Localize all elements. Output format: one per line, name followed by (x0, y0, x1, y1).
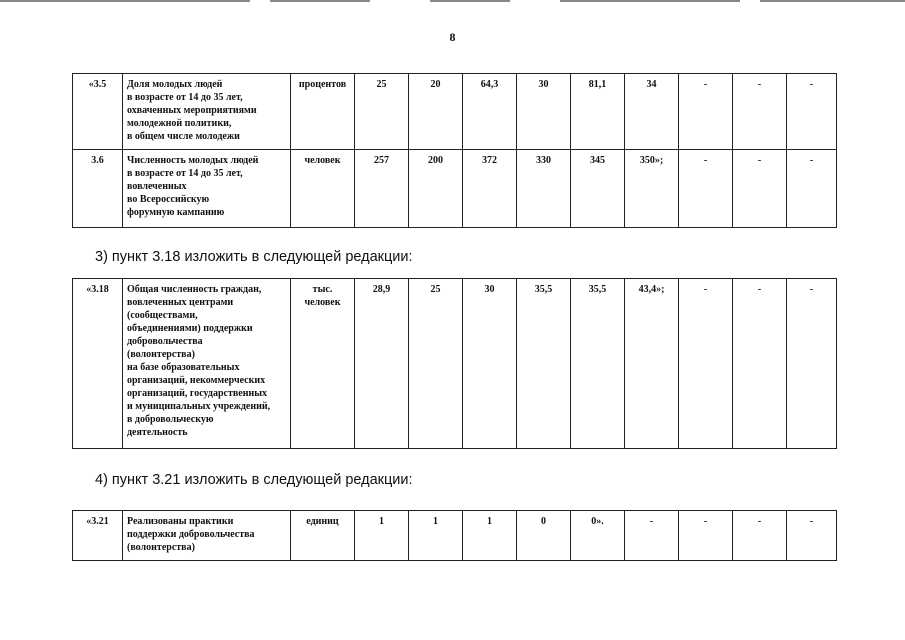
value-cell: 28,9 (355, 279, 409, 449)
value-cell: 350»; (625, 150, 679, 228)
row-number: «3.21 (73, 511, 123, 561)
unit-cell: человек (291, 150, 355, 228)
unit-cell: единиц (291, 511, 355, 561)
value-cell: 64,3 (463, 74, 517, 150)
value-cell: - (679, 279, 733, 449)
value-cell: 43,4»; (625, 279, 679, 449)
value-cell: 372 (463, 150, 517, 228)
row-number: «3.5 (73, 74, 123, 150)
value-cell: 34 (625, 74, 679, 150)
indicators-table-3 (72, 510, 837, 561)
unit-cell: процентов (291, 74, 355, 150)
table-row (73, 279, 837, 449)
page-number: 8 (449, 30, 456, 44)
indicator-description: Доля молодых людей в возрасте от 14 до 35 лет, охваченных мероприятиями молодежной политики, в общем числе молодежи (123, 74, 291, 150)
scan-artifact-line (0, 0, 250, 2)
value-cell: 30 (463, 279, 517, 449)
value-cell: - (733, 74, 787, 150)
scan-artifact-line (270, 0, 370, 2)
value-cell: 81,1 (571, 74, 625, 150)
value-cell: 25 (409, 279, 463, 449)
indicator-description: Общая численность граждан, вовлеченных центрами (сообществами, объединениями) поддержки добровольчества (волонтерства) на базе образовательных организаций, некоммерческих организаций, государственных и муниципальных учреждений, в добровольческую деятельность (123, 279, 291, 449)
value-cell: - (733, 511, 787, 561)
value-cell: 1 (463, 511, 517, 561)
table-row (73, 511, 837, 561)
value-cell: 0 (517, 511, 571, 561)
value-cell: 20 (409, 74, 463, 150)
section-heading: 3) пункт 3.18 изложить в следующей редакции: (95, 249, 413, 265)
indicators-table-1 (72, 73, 837, 228)
value-cell: - (787, 150, 837, 228)
scan-artifact-line (560, 0, 740, 2)
value-cell: 1 (355, 511, 409, 561)
value-cell: - (679, 511, 733, 561)
value-cell: 345 (571, 150, 625, 228)
value-cell: 1 (409, 511, 463, 561)
scan-artifact-line (430, 0, 510, 2)
value-cell: 330 (517, 150, 571, 228)
value-cell: 35,5 (571, 279, 625, 449)
section-heading: 4) пункт 3.21 изложить в следующей редакции: (95, 472, 413, 488)
value-cell: - (787, 74, 837, 150)
indicators-table-2 (72, 278, 837, 449)
table-row (73, 74, 837, 150)
value-cell: - (733, 150, 787, 228)
value-cell: - (679, 150, 733, 228)
table-row (73, 150, 837, 228)
value-cell: 257 (355, 150, 409, 228)
value-cell: - (625, 511, 679, 561)
value-cell: - (679, 74, 733, 150)
value-cell: - (787, 511, 837, 561)
indicator-description: Реализованы практики поддержки добровольчества (волонтерства) (123, 511, 291, 561)
indicator-description: Численность молодых людей в возрасте от 14 до 35 лет, вовлеченных во Всероссийскую форумную кампанию (123, 150, 291, 228)
value-cell: 0». (571, 511, 625, 561)
scan-artifact-line (760, 0, 905, 2)
row-number: «3.18 (73, 279, 123, 449)
value-cell: 200 (409, 150, 463, 228)
unit-cell: тыс. человек (291, 279, 355, 449)
value-cell: - (733, 279, 787, 449)
value-cell: 30 (517, 74, 571, 150)
value-cell: 35,5 (517, 279, 571, 449)
value-cell: 25 (355, 74, 409, 150)
value-cell: - (787, 279, 837, 449)
row-number: 3.6 (73, 150, 123, 228)
